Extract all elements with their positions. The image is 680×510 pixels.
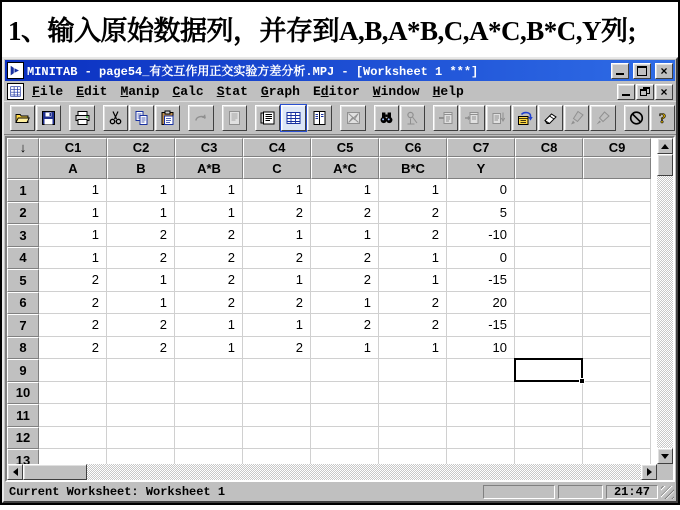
cell-c8-r12[interactable] (515, 427, 583, 450)
arrow-right-icon (647, 468, 652, 476)
cell-c2-r5[interactable]: 1 (107, 269, 175, 292)
child-close-icon: × (660, 84, 668, 99)
corner-direction-arrow[interactable]: ↓ (7, 138, 39, 157)
row-header-2[interactable]: 2 (7, 202, 39, 225)
column-header-c4[interactable]: C4 (243, 138, 311, 157)
cell-c3-r9[interactable] (175, 359, 243, 382)
column-header-c7[interactable]: C7 (447, 138, 515, 157)
cell-c4-r13[interactable] (243, 449, 311, 464)
data-window-icon (285, 110, 302, 126)
cell-c5-r12[interactable] (311, 427, 379, 450)
cell-c7-r5[interactable]: -15 (447, 269, 515, 292)
title-bar (5, 60, 675, 81)
cut-icon (107, 110, 124, 126)
toolbar-separator (181, 105, 188, 131)
cell-c7-r10[interactable] (447, 382, 515, 405)
cell-c3-r4[interactable]: 2 (175, 247, 243, 270)
cell-c7-r4[interactable]: 0 (447, 247, 515, 270)
open-project-icon (14, 110, 31, 126)
cell-c5-r1[interactable]: 1 (311, 179, 379, 202)
graph-window-icon (345, 110, 362, 126)
cell-c1-r8[interactable]: 2 (39, 337, 107, 360)
cell-c9-r5[interactable] (583, 269, 651, 292)
print-window-icon (74, 110, 91, 126)
row-header-10[interactable]: 10 (7, 382, 39, 405)
minimize-icon (616, 73, 624, 75)
cell-c8-r6[interactable] (515, 292, 583, 315)
cell-c6-r6[interactable]: 2 (379, 292, 447, 315)
cell-c3-r7[interactable]: 1 (175, 314, 243, 337)
column-name-c2[interactable]: B (107, 157, 175, 179)
cell-c2-r4[interactable]: 2 (107, 247, 175, 270)
print-preview-icon (226, 110, 243, 126)
cell-c2-r3[interactable]: 2 (107, 224, 175, 247)
cell-c6-r7[interactable]: 2 (379, 314, 447, 337)
find-icon (378, 110, 395, 126)
cell-c1-r11[interactable] (39, 404, 107, 427)
column-name-c1[interactable]: A (39, 157, 107, 179)
column-header-c6[interactable]: C6 (379, 138, 447, 157)
row-header-13[interactable]: 13 (7, 449, 39, 464)
scroll-right-button[interactable] (641, 464, 657, 480)
worksheet-grid (7, 138, 657, 464)
brush-icon (568, 110, 585, 126)
horizontal-scrollbar[interactable] (7, 464, 657, 480)
svg-text:?: ? (658, 111, 667, 126)
column-header-c3[interactable]: C3 (175, 138, 243, 157)
menu-file[interactable]: File (32, 84, 64, 99)
cell-c3-r5[interactable]: 2 (175, 269, 243, 292)
cell-c8-r9[interactable] (515, 359, 583, 382)
column-name-c7[interactable]: Y (447, 157, 515, 179)
info-window-button[interactable] (307, 105, 332, 131)
row-header-1[interactable]: 1 (7, 179, 39, 202)
vertical-scrollbar[interactable] (657, 138, 673, 464)
column-header-c1[interactable]: C1 (39, 138, 107, 157)
cell-c5-r6[interactable]: 1 (311, 292, 379, 315)
cell-c1-r1[interactable]: 1 (39, 179, 107, 202)
cell-c4-r8[interactable]: 2 (243, 337, 311, 360)
paste-icon (159, 110, 176, 126)
cell-c9-r1[interactable] (583, 179, 651, 202)
edit-last-dialog-button[interactable] (512, 105, 537, 131)
cell-c6-r2[interactable]: 2 (379, 202, 447, 225)
status-bar (4, 483, 676, 501)
maximize-icon (637, 66, 647, 76)
next-command-button[interactable] (459, 105, 484, 131)
cell-c5-r5[interactable]: 2 (311, 269, 379, 292)
child-minimize-icon (622, 94, 630, 96)
cell-c3-r12[interactable] (175, 427, 243, 450)
brush-target-icon (490, 110, 507, 126)
column-name-c4[interactable]: C (243, 157, 311, 179)
name-row-header (7, 157, 39, 179)
arrow-left-icon (13, 468, 18, 476)
cell-c7-r1[interactable]: 0 (447, 179, 515, 202)
cell-c6-r11[interactable] (379, 404, 447, 427)
row-header-6[interactable]: 6 (7, 292, 39, 315)
cell-c4-r7[interactable]: 1 (243, 314, 311, 337)
row-header-11[interactable]: 11 (7, 404, 39, 427)
cell-c3-r2[interactable]: 1 (175, 202, 243, 225)
cell-c7-r12[interactable] (447, 427, 515, 450)
status-panel-2 (558, 485, 603, 499)
column-name-c5[interactable]: A*C (311, 157, 379, 179)
cell-c7-r13[interactable] (447, 449, 515, 464)
undo-icon (192, 110, 209, 126)
toolbar-separator (62, 105, 69, 131)
menu-graph[interactable]: Graph (260, 84, 300, 99)
cell-c2-r10[interactable] (107, 382, 175, 405)
cell-c7-r3[interactable]: -10 (447, 224, 515, 247)
cell-c8-r11[interactable] (515, 404, 583, 427)
brush-alt-icon (594, 110, 611, 126)
worksheet-child-icon[interactable] (7, 83, 24, 100)
cell-c9-r9[interactable] (583, 359, 651, 382)
cell-c8-r5[interactable] (515, 269, 583, 292)
cell-c4-r6[interactable]: 2 (243, 292, 311, 315)
cell-c1-r10[interactable] (39, 382, 107, 405)
brush-button[interactable] (564, 105, 589, 131)
cell-c1-r12[interactable] (39, 427, 107, 450)
scroll-left-button[interactable] (7, 464, 23, 480)
search-next-icon (404, 110, 421, 126)
cell-c7-r8[interactable]: 10 (447, 337, 515, 360)
clear-cells-icon (542, 110, 559, 126)
close-button[interactable] (655, 63, 673, 79)
cell-c6-r8[interactable]: 1 (379, 337, 447, 360)
horizontal-scrollbar-thumb[interactable] (23, 464, 87, 480)
resize-grip[interactable] (661, 486, 674, 499)
cell-c2-r12[interactable] (107, 427, 175, 450)
cell-c9-r7[interactable] (583, 314, 651, 337)
cell-c5-r7[interactable]: 2 (311, 314, 379, 337)
cell-c1-r9[interactable] (39, 359, 107, 382)
menu-window[interactable]: Window (372, 84, 420, 99)
column-header-c9[interactable]: C9 (583, 138, 651, 157)
cell-c4-r9[interactable] (243, 359, 311, 382)
cell-c4-r2[interactable]: 2 (243, 202, 311, 225)
cell-c7-r7[interactable]: -15 (447, 314, 515, 337)
toolbar-separator (215, 105, 222, 131)
search-next-button[interactable] (400, 105, 425, 131)
cell-c4-r1[interactable]: 1 (243, 179, 311, 202)
mini-worksheet-icon (10, 86, 21, 97)
child-restore-icon (640, 87, 650, 96)
toolbar-separator (333, 105, 340, 131)
column-header-c8[interactable]: C8 (515, 138, 583, 157)
save-project-button[interactable] (36, 105, 61, 131)
column-name-c8[interactable] (515, 157, 583, 179)
print-preview-button[interactable] (222, 105, 247, 131)
cell-c3-r8[interactable]: 1 (175, 337, 243, 360)
scroll-up-button[interactable] (657, 138, 673, 154)
help-icon (654, 110, 671, 126)
cell-c3-r6[interactable]: 2 (175, 292, 243, 315)
cell-c9-r2[interactable] (583, 202, 651, 225)
cell-c5-r13[interactable] (311, 449, 379, 464)
cell-c2-r7[interactable]: 2 (107, 314, 175, 337)
cell-c6-r1[interactable]: 1 (379, 179, 447, 202)
minitab-app-icon[interactable] (7, 62, 24, 79)
cell-c6-r3[interactable]: 2 (379, 224, 447, 247)
cell-c4-r10[interactable] (243, 382, 311, 405)
cell-c6-r12[interactable] (379, 427, 447, 450)
previous-command-icon (437, 110, 454, 126)
worksheet-client (5, 136, 675, 482)
brush-alt-button[interactable] (590, 105, 615, 131)
session-window-button[interactable] (255, 105, 280, 131)
cell-c6-r13[interactable] (379, 449, 447, 464)
cancel-button[interactable] (624, 105, 649, 131)
cell-c7-r11[interactable] (447, 404, 515, 427)
cell-c7-r6[interactable]: 20 (447, 292, 515, 315)
toolbar-separator (426, 105, 433, 131)
open-project-button[interactable] (10, 105, 35, 131)
toolbar-separator (617, 105, 624, 131)
session-window-icon (259, 110, 276, 126)
cell-c9-r4[interactable] (583, 247, 651, 270)
cell-c4-r12[interactable] (243, 427, 311, 450)
cell-c8-r2[interactable] (515, 202, 583, 225)
maximize-button[interactable] (633, 63, 651, 79)
cell-c5-r11[interactable] (311, 404, 379, 427)
cell-c9-r12[interactable] (583, 427, 651, 450)
cell-c1-r5[interactable]: 2 (39, 269, 107, 292)
cell-c8-r7[interactable] (515, 314, 583, 337)
row-header-12[interactable]: 12 (7, 427, 39, 450)
cell-c6-r4[interactable]: 1 (379, 247, 447, 270)
minimize-button[interactable] (611, 63, 629, 79)
status-clock: 21:47 (606, 485, 658, 499)
menu-items (30, 84, 475, 99)
cell-c4-r4[interactable]: 2 (243, 247, 311, 270)
arrow-up-icon (661, 144, 669, 149)
cell-c2-r13[interactable] (107, 449, 175, 464)
cell-c1-r4[interactable]: 1 (39, 247, 107, 270)
cell-c9-r10[interactable] (583, 382, 651, 405)
column-header-c2[interactable]: C2 (107, 138, 175, 157)
cell-c9-r8[interactable] (583, 337, 651, 360)
row-header-8[interactable]: 8 (7, 337, 39, 360)
minitab-logo-icon (10, 65, 21, 76)
menu-stat[interactable]: Stat (216, 84, 248, 99)
cell-c7-r2[interactable]: 5 (447, 202, 515, 225)
info-window-icon (311, 110, 328, 126)
cell-c8-r4[interactable] (515, 247, 583, 270)
cell-c4-r5[interactable]: 1 (243, 269, 311, 292)
toolbar-separator (96, 105, 103, 131)
menu-bar (4, 82, 676, 101)
cell-c5-r4[interactable]: 2 (311, 247, 379, 270)
row-header-4[interactable]: 4 (7, 247, 39, 270)
toolbar (4, 101, 676, 135)
cell-c5-r9[interactable] (311, 359, 379, 382)
cell-c3-r10[interactable] (175, 382, 243, 405)
print-window-button[interactable] (69, 105, 94, 131)
data-window-button[interactable] (281, 105, 306, 131)
menu-help[interactable]: Help (432, 84, 464, 99)
minitab-window (2, 57, 678, 503)
cell-c5-r3[interactable]: 1 (311, 224, 379, 247)
arrow-down-icon (661, 454, 669, 459)
close-icon: × (660, 63, 668, 78)
row-header-5[interactable]: 5 (7, 269, 39, 292)
scrollbar-corner (657, 464, 673, 480)
cell-c1-r3[interactable]: 1 (39, 224, 107, 247)
column-header-c5[interactable]: C5 (311, 138, 379, 157)
undo-button[interactable] (188, 105, 213, 131)
cell-c4-r3[interactable]: 1 (243, 224, 311, 247)
next-command-icon (463, 110, 480, 126)
brush-target-button[interactable] (486, 105, 511, 131)
save-project-icon (40, 110, 57, 126)
cell-c3-r1[interactable]: 1 (175, 179, 243, 202)
cell-c4-r11[interactable] (243, 404, 311, 427)
cell-c1-r2[interactable]: 1 (39, 202, 107, 225)
cell-c5-r8[interactable]: 1 (311, 337, 379, 360)
selection-fill-handle[interactable] (579, 378, 585, 384)
menu-edit[interactable]: Edit (76, 84, 108, 99)
cell-c3-r13[interactable] (175, 449, 243, 464)
cell-c3-r3[interactable]: 2 (175, 224, 243, 247)
cell-c5-r2[interactable]: 2 (311, 202, 379, 225)
column-name-c6[interactable]: B*C (379, 157, 447, 179)
cancel-icon (628, 110, 645, 126)
menu-manip[interactable]: Manip (120, 84, 160, 99)
vertical-scrollbar-track[interactable] (657, 176, 673, 448)
cell-c2-r1[interactable]: 1 (107, 179, 175, 202)
menu-editor[interactable]: Editor (312, 84, 360, 99)
horizontal-scrollbar-track[interactable] (87, 464, 641, 480)
cell-c2-r2[interactable]: 1 (107, 202, 175, 225)
row-header-3[interactable]: 3 (7, 224, 39, 247)
cell-c2-r9[interactable] (107, 359, 175, 382)
previous-command-button[interactable] (433, 105, 458, 131)
cell-c1-r7[interactable]: 2 (39, 314, 107, 337)
cell-c2-r6[interactable]: 1 (107, 292, 175, 315)
help-button[interactable] (650, 105, 675, 131)
clear-cells-button[interactable] (538, 105, 563, 131)
cell-c2-r11[interactable] (107, 404, 175, 427)
cell-c6-r5[interactable]: 1 (379, 269, 447, 292)
cell-c1-r6[interactable]: 2 (39, 292, 107, 315)
vertical-scrollbar-thumb[interactable] (657, 154, 673, 176)
cut-button[interactable] (103, 105, 128, 131)
menu-calc[interactable]: Calc (172, 84, 204, 99)
cell-c8-r10[interactable] (515, 382, 583, 405)
cell-c1-r13[interactable] (39, 449, 107, 464)
cell-c9-r11[interactable] (583, 404, 651, 427)
toolbar-separator (367, 105, 374, 131)
cell-c5-r10[interactable] (311, 382, 379, 405)
copy-button[interactable] (129, 105, 154, 131)
column-name-c9[interactable] (583, 157, 651, 179)
headline-text: 1、输入原始数据列，并存到A,B,A*B,C,A*C,B*C,Y列; (2, 2, 678, 55)
cell-c2-r8[interactable]: 2 (107, 337, 175, 360)
toolbar-separator (248, 105, 255, 131)
row-header-9[interactable]: 9 (7, 359, 39, 382)
cell-c8-r3[interactable] (515, 224, 583, 247)
row-header-7[interactable]: 7 (7, 314, 39, 337)
window-title: MINITAB - page54_有交互作用正交实验方差分析.MPJ - [Worksheet 1 ***] (27, 65, 479, 79)
child-close-button[interactable] (655, 84, 673, 100)
paste-button[interactable] (155, 105, 180, 131)
column-name-c3[interactable]: A*B (175, 157, 243, 179)
cell-c3-r11[interactable] (175, 404, 243, 427)
cell-c8-r1[interactable] (515, 179, 583, 202)
scroll-down-button[interactable] (657, 448, 673, 464)
cell-c9-r3[interactable] (583, 224, 651, 247)
status-panel-1 (483, 485, 555, 499)
cell-c9-r13[interactable] (583, 449, 651, 464)
cell-c8-r8[interactable] (515, 337, 583, 360)
cell-c9-r6[interactable] (583, 292, 651, 315)
cell-c6-r9[interactable] (379, 359, 447, 382)
child-restore-button[interactable] (636, 84, 654, 100)
child-minimize-button[interactable] (617, 84, 635, 100)
graph-window-button[interactable] (340, 105, 365, 131)
find-button[interactable] (374, 105, 399, 131)
edit-last-dialog-icon (516, 110, 533, 126)
status-text: Current Worksheet: Worksheet 1 (9, 485, 226, 499)
copy-icon (133, 110, 150, 126)
cell-c6-r10[interactable] (379, 382, 447, 405)
cell-c7-r9[interactable] (447, 359, 515, 382)
cell-c8-r13[interactable] (515, 449, 583, 464)
selected-cell-border (514, 358, 583, 382)
